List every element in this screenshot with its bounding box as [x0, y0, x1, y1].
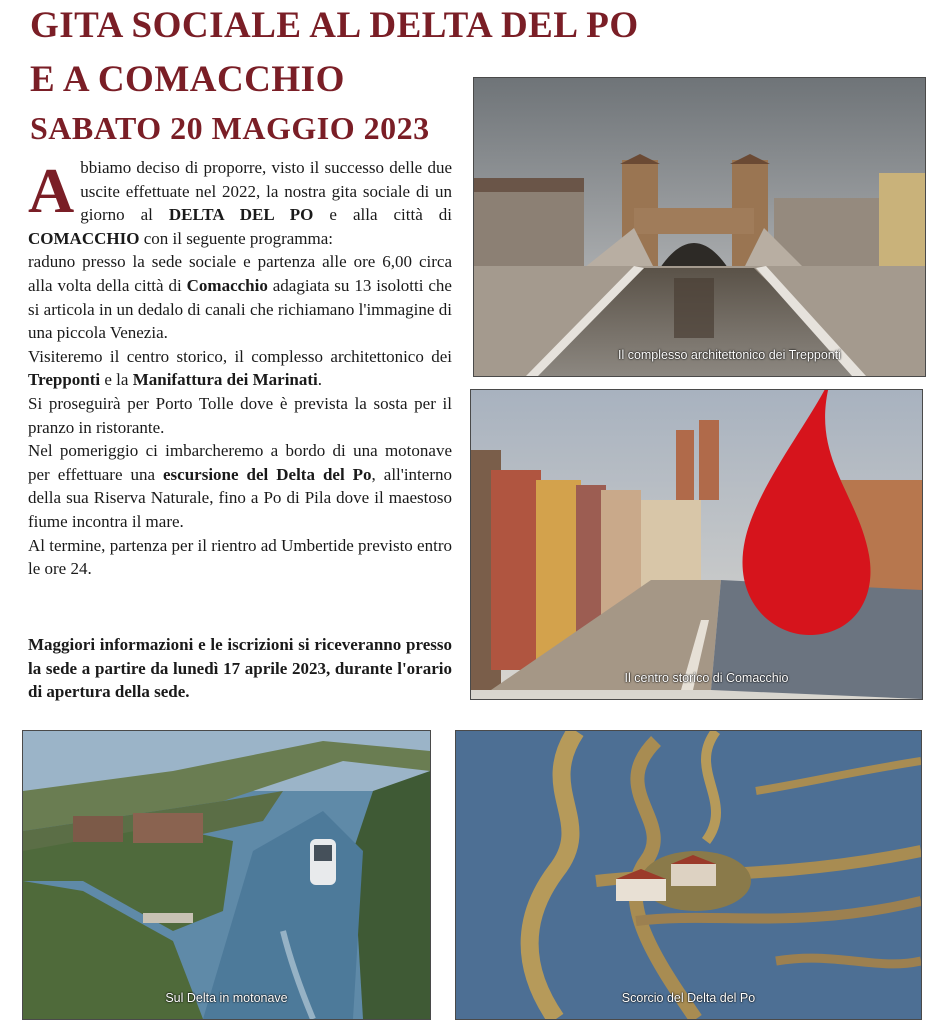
article-body	[28, 156, 452, 581]
scorcio-image	[456, 731, 921, 1019]
body-text: Al termine, partenza per il rientro ad Umbertide previsto entro le ore 24.	[28, 535, 452, 579]
photo-motonave	[22, 730, 431, 1020]
paragraph-visit	[28, 345, 452, 392]
event-date: SABATO 20 MAGGIO 2023	[30, 110, 430, 146]
body-text: con il seguente programma:	[139, 228, 334, 248]
caption-scorcio: Scorcio del Delta del Po	[621, 991, 756, 1005]
highlighted-text: COMACCHIO	[28, 228, 140, 248]
body-text: e la	[100, 370, 133, 390]
body-text: .	[317, 370, 323, 390]
motonave-image	[23, 731, 430, 1019]
paragraph-departure	[28, 250, 452, 344]
caption-trepponti: Il complesso architettonico dei Trepponti	[617, 348, 842, 362]
photo-scorcio	[455, 730, 922, 1020]
highlighted-text: escursione del Delta del Po	[163, 464, 372, 484]
paragraph-return	[28, 534, 452, 581]
photo-comacchio	[470, 389, 923, 700]
title-line-2: E A COMACCHIO	[30, 59, 345, 100]
title-line-1: GITA SOCIALE AL DELTA DEL PO	[30, 5, 639, 46]
registration-info: Maggiori informazioni e le iscrizioni si riceveranno presso la sede a partire da lunedì 17 aprile 2023, durante l'orario di apertura della sede.	[28, 635, 452, 702]
blood-drop-icon	[737, 389, 877, 650]
body-text: Nel pomeriggio ci imbarcheremo a bordo di una motonave per effettuare una	[28, 441, 452, 484]
caption-comacchio: Il centro storico di Comacchio	[624, 671, 789, 685]
highlighted-text: Comacchio	[186, 275, 268, 295]
body-text: raduno presso la sede sociale e partenza alle ore 6,00 circa alla volta della città di	[28, 252, 452, 295]
paragraph-intro	[28, 156, 452, 250]
body-text: Si proseguirà per Porto Tolle dove è prevista la sosta per il pranzo in ristorante.	[28, 393, 452, 437]
body-text: adagiata su 13 isolotti che si articola in un dedalo di canali che richiamano l'immagine di una piccola Venezia.	[28, 275, 452, 343]
photo-trepponti	[473, 77, 926, 377]
highlighted-text: Trepponti	[28, 370, 101, 390]
drop-cap: A	[28, 155, 75, 226]
highlighted-text: DELTA DEL PO	[168, 205, 314, 225]
caption-motonave: Sul Delta in motonave	[165, 991, 288, 1005]
highlighted-text: Manifattura dei Marinati	[132, 370, 318, 390]
paragraph-lunch	[28, 392, 452, 439]
trepponti-image	[474, 78, 925, 376]
body-text: e alla città di	[313, 205, 452, 225]
paragraph-boat-trip	[28, 439, 452, 533]
body-text: , all'interno della sua Riserva Naturale, fino a Po di Pila dove il maestoso fiume incontra il mare.	[28, 464, 452, 531]
body-text: bbiamo deciso di proporre, visto il successo delle due uscite effettuate nel 2022, la nostra gita sociale di un giorno al	[80, 158, 452, 225]
body-text: Visiteremo il centro storico, il complesso architettonico dei	[28, 346, 452, 366]
